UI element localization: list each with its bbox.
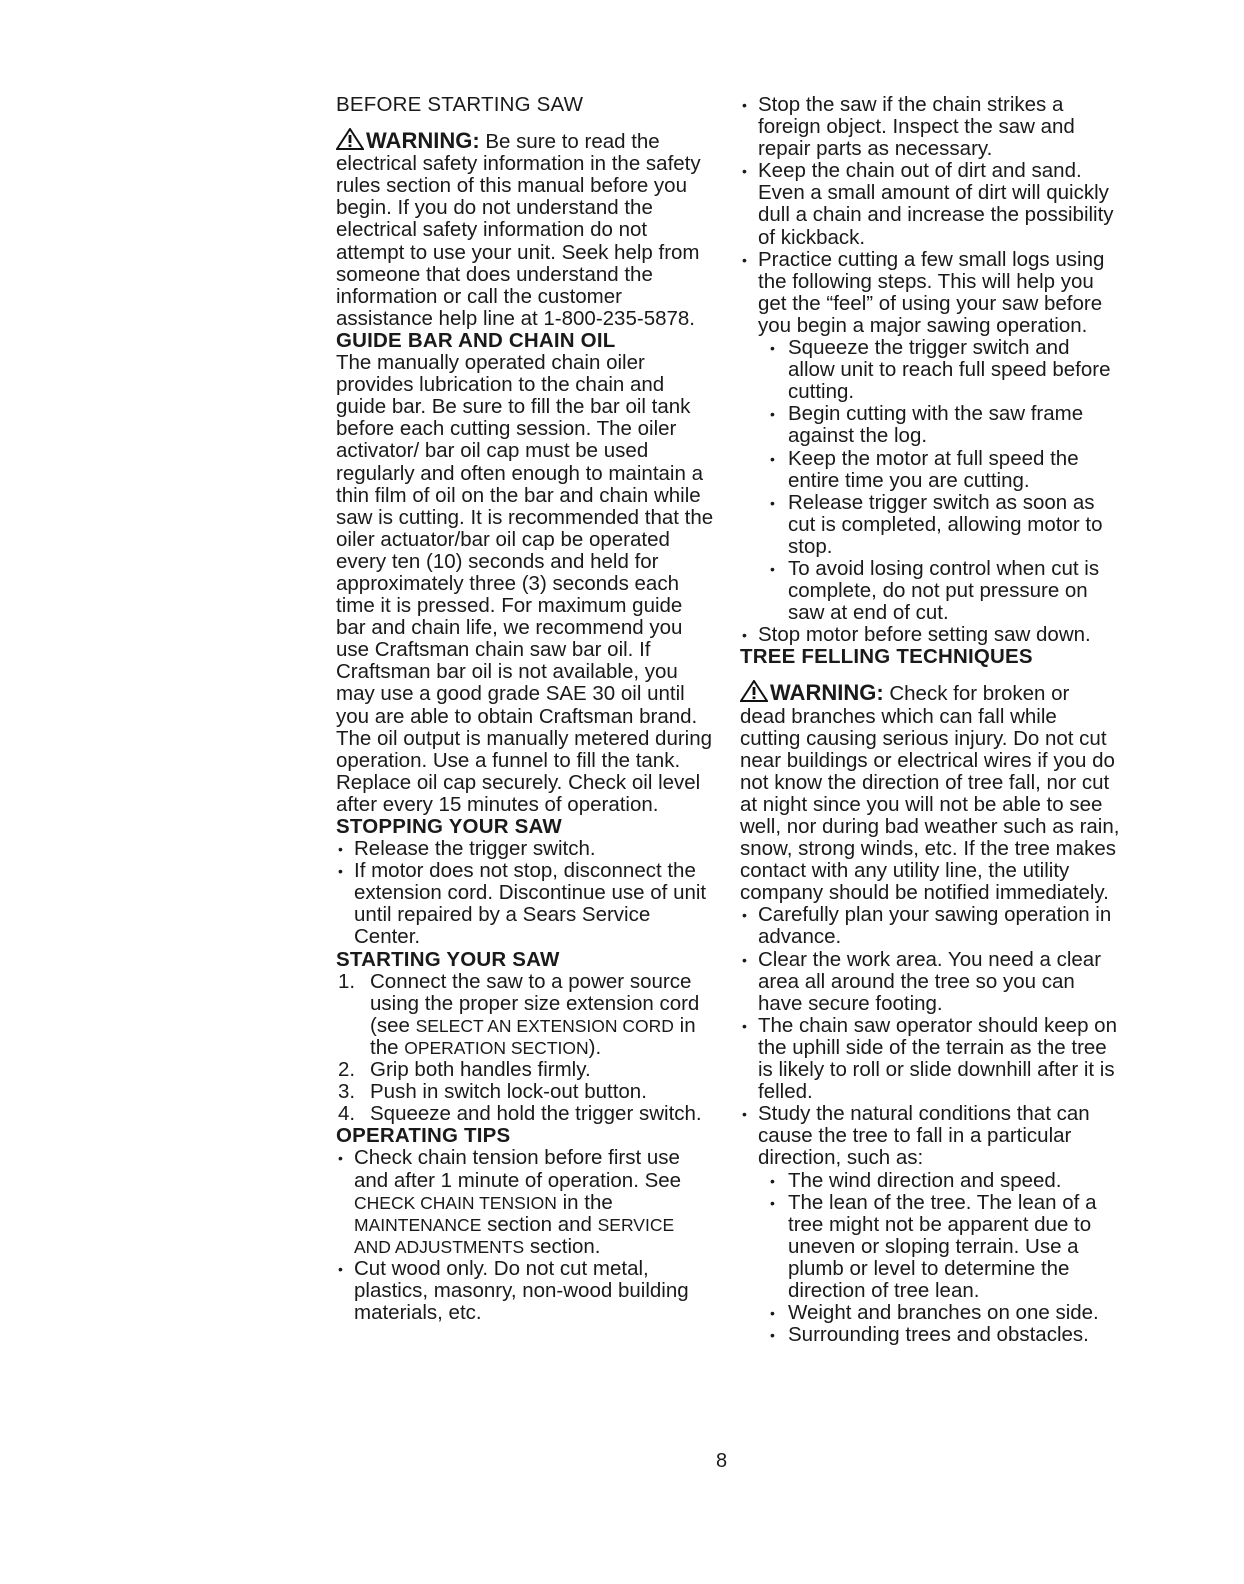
tip-reference: CHECK CHAIN TENSION: [354, 1192, 557, 1213]
page-number: 8: [716, 1450, 728, 1472]
step-number: 4.: [338, 1102, 356, 1126]
warning-text: Be sure to read the electrical safety information in the safety rules section of this manual before you begin. If you do not understand the electrical safety information do not attempt to use your unit. Seek help from someone that does understand the information or call the customer assistance help line at 1-800-235-5878.: [336, 130, 701, 330]
list-item: • If motor does not stop, disconnect the extension cord. Discontinue use of unit until repaired by a Sears Service Center.: [336, 860, 714, 948]
list-item: • Surrounding trees and obstacles.: [768, 1324, 1120, 1346]
step-number: 3.: [338, 1080, 356, 1104]
natural-conditions-list: [768, 1170, 1120, 1347]
starting-heading: STARTING YOUR SAW: [336, 947, 560, 971]
list-item: • The lean of the tree. The lean of a tree might not be apparent due to uneven or sloping terrain. Use a plumb or level to determine the direction of tree lean.: [768, 1192, 1120, 1302]
safety-alert-icon: [336, 128, 364, 150]
list-item: • Study the natural conditions that can cause the tree to fall in a particular direction, such as:: [740, 1103, 1120, 1169]
warning-text: Check for broken or dead branches which can fall while cutting causing serious injury. Do not cut near buildings or electrical wires if you do not know the direction of tree fall, nor cut at night since you will not be able to see well, nor during bad weather such as rain, snow, strong winds, etc. If the tree makes contact with any utility line, the utility company should be notified immediately.: [740, 682, 1120, 905]
step-text: in the: [370, 1013, 696, 1059]
step-text: Connect the saw to a power source using the proper size extension cord (see: [370, 969, 700, 1037]
warning-label: WARNING:: [770, 680, 884, 706]
list-item: • Weight and branches on one side.: [768, 1302, 1120, 1324]
tip-reference: MAINTENANCE: [354, 1214, 482, 1235]
list-item: [336, 971, 714, 1059]
list-item: • Cut wood only. Do not cut metal, plastics, masonry, non-wood building materials, etc.: [336, 1258, 714, 1324]
list-item: [336, 1081, 714, 1103]
step-text: Push in switch lock-out button.: [370, 1080, 647, 1104]
list-item: • The chain saw operator should keep on the uphill side of the terrain as the tree is likely to roll or slide downhill after it is felled.: [740, 1015, 1120, 1103]
warning-before-starting: [336, 128, 714, 330]
stop-motor-list: [740, 624, 1120, 646]
list-item: • Practice cutting a few small logs using the following steps. This will help you get the “feel” of using your saw before you begin a major sawing operation.: [740, 249, 1120, 337]
step-number: 1.: [338, 969, 356, 993]
guide-bar-heading: GUIDE BAR AND CHAIN OIL: [336, 328, 616, 352]
step-reference: OPERATION SECTION: [404, 1037, 589, 1058]
step-number: 2.: [338, 1058, 356, 1082]
list-item: • To avoid losing control when cut is complete, do not put pressure on saw at end of cut.: [768, 558, 1120, 624]
stopping-list: [336, 838, 714, 948]
practice-steps-list: [768, 337, 1120, 624]
step-reference: SELECT AN EXTENSION CORD: [415, 1015, 674, 1036]
list-item: • Release the trigger switch.: [336, 838, 714, 860]
list-item: [336, 1147, 714, 1257]
step-text: ).: [588, 1035, 602, 1059]
list-item: • The wind direction and speed.: [768, 1170, 1120, 1192]
warning-tree-felling: [740, 680, 1120, 904]
tree-felling-heading: TREE FELLING TECHNIQUES: [740, 645, 1033, 669]
tree-felling-list: [740, 904, 1120, 1169]
list-item: • Keep the chain out of dirt and sand. Even a small amount of dirt will quickly dull a chain and increase the possibility of kickback.: [740, 160, 1120, 248]
list-item: [336, 1103, 714, 1125]
operating-tips-list: [336, 1147, 714, 1324]
right-column: [740, 94, 1120, 1346]
operating-tips-heading: OPERATING TIPS: [336, 1124, 511, 1148]
step-text: Squeeze and hold the trigger switch.: [370, 1102, 702, 1126]
starting-steps: [336, 971, 714, 1126]
list-item: • Release trigger switch as soon as cut is completed, allowing motor to stop.: [768, 492, 1120, 558]
tip-text: in the: [556, 1190, 613, 1214]
list-item: • Squeeze the trigger switch and allow unit to reach full speed before cutting.: [768, 337, 1120, 403]
operating-tips-continued: [740, 94, 1120, 337]
list-item: • Begin cutting with the saw frame against the log.: [768, 403, 1120, 447]
tip-text: section.: [524, 1234, 601, 1258]
safety-alert-icon: [740, 680, 768, 702]
list-item: • Stop motor before setting saw down.: [740, 624, 1120, 646]
tip-text: Check chain tension before first use and after 1 minute of operation. See: [354, 1146, 682, 1192]
list-item: • Carefully plan your sawing operation in advance.: [740, 904, 1120, 948]
list-item: • Keep the motor at full speed the entire time you are cutting.: [768, 448, 1120, 492]
tip-text: section and: [481, 1212, 598, 1236]
tip-reference: SERVICE AND ADJUSTMENTS: [354, 1214, 675, 1257]
stopping-heading: STOPPING YOUR SAW: [336, 815, 562, 838]
guide-bar-text: The manually operated chain oiler provides lubrication to the chain and guide bar. Be sure to fill the bar oil tank before each cutting session. The oiler activator/ bar oil cap must be used regularly and often enough to maintain a thin film of oil on the bar and chain while saw is cutting. It is recommended that the oiler actuator/bar oil cap be operated every ten (10) seconds and held for approximately three (3) seconds each time it is pressed. For maximum guide bar and chain life, we recommend you use Craftsman chain saw bar oil. If Craftsman bar oil is not available, you may use a good grade SAE 30 oil until you are able to obtain Craftsman brand. The oil output is manually metered during operation. Use a funnel to fill the tank. Replace oil cap securely. Check oil level after every 15 minutes of operation.: [336, 351, 714, 816]
left-column: [336, 94, 714, 1324]
list-item: • Clear the work area. You need a clear area all around the tree so you can have secure footing.: [740, 949, 1120, 1015]
before-starting-heading: BEFORE STARTING SAW: [336, 93, 584, 116]
list-item: [336, 1059, 714, 1081]
warning-label: WARNING:: [366, 128, 480, 154]
list-item: • Stop the saw if the chain strikes a foreign object. Inspect the saw and repair parts as necessary.: [740, 94, 1120, 160]
step-text: Grip both handles firmly.: [370, 1058, 591, 1082]
